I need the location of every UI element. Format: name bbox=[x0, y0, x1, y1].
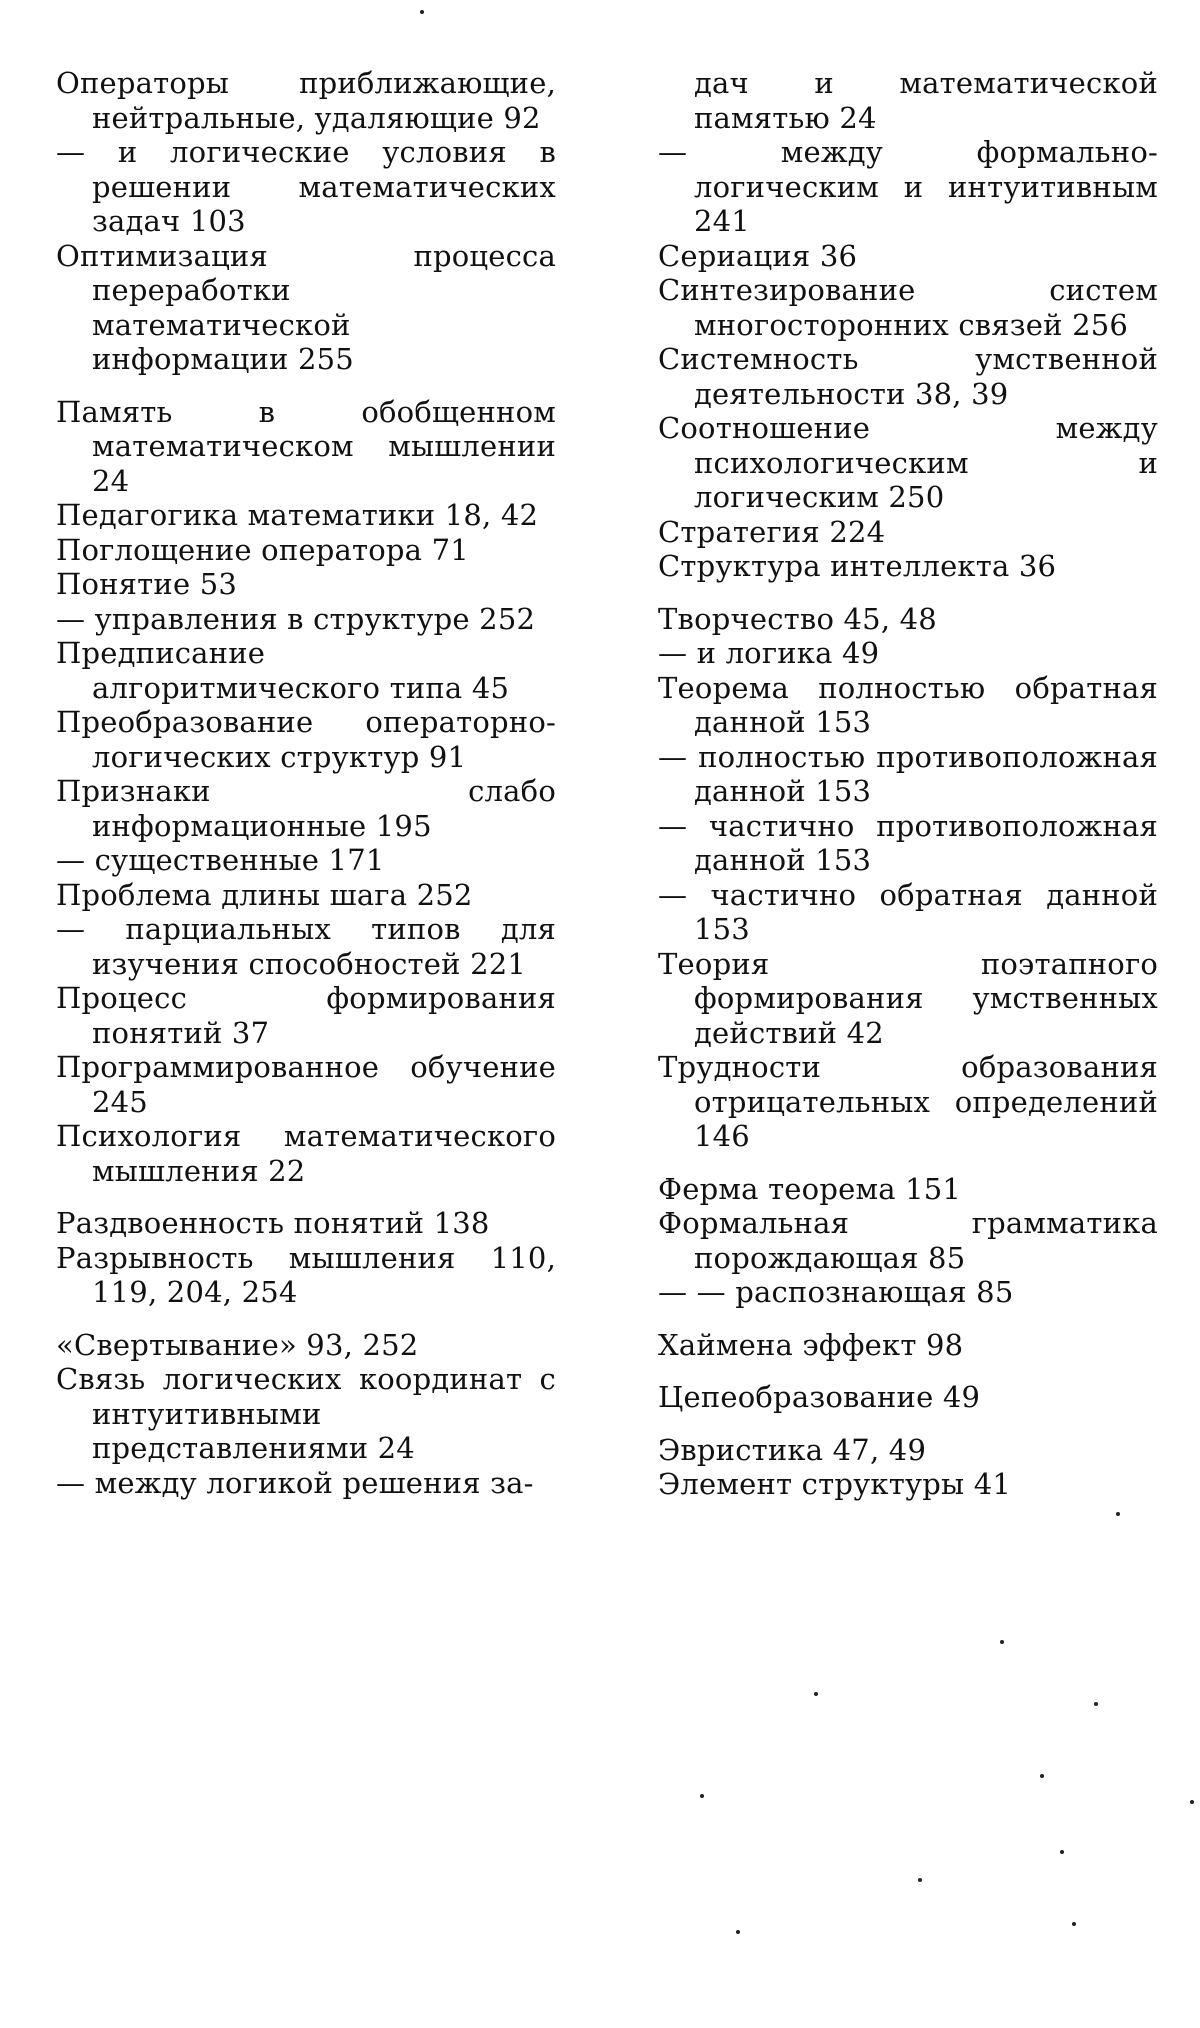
index-entry: Структура интеллекта 36 bbox=[658, 549, 1057, 583]
scan-speck bbox=[1060, 1850, 1064, 1854]
index-entry: Преобразование операторно-логических структур 91 bbox=[56, 705, 556, 774]
index-entry: Психология математического мышления 22 bbox=[56, 1119, 556, 1188]
index-entry: Поглощение оператора 71 bbox=[56, 532, 469, 567]
index-entry: Связь логических координат с интуитивными представлениями 24 bbox=[56, 1362, 556, 1465]
index-entry: — — распознающая 85 bbox=[658, 1275, 1014, 1309]
index-entry: — полностью противоположная данной 153 bbox=[658, 739, 1158, 808]
index-entry: Теория поэтапного формирования умственных действий 42 bbox=[658, 946, 1158, 1050]
index-column-right bbox=[658, 66, 1158, 1502]
index-entry: Раздвоенность понятий 138 bbox=[56, 1206, 490, 1240]
scan-speck bbox=[918, 1878, 922, 1882]
scan-speck bbox=[814, 1692, 818, 1696]
scan-speck bbox=[1094, 1702, 1098, 1706]
scan-speck bbox=[1000, 1640, 1004, 1644]
index-entry: — и логические условия в решении математических задач 103 bbox=[56, 135, 556, 238]
index-entry: — существенные 171 bbox=[56, 843, 385, 877]
index-entry: — частично противоположная данной 153 bbox=[658, 808, 1158, 877]
index-entry: Системность умственной деятельности 38, 39 bbox=[658, 342, 1158, 411]
index-entry: — между логикой решения за- bbox=[56, 1465, 534, 1500]
scan-speck bbox=[1072, 1922, 1076, 1926]
index-entry: Предписание алгоритмического типа 45 bbox=[56, 636, 510, 705]
index-entry: Признаки слабо информационные 195 bbox=[56, 774, 556, 843]
index-entry: Формальная грамматика порождающая 85 bbox=[658, 1206, 1158, 1275]
index-column-left bbox=[56, 66, 556, 1500]
index-entry: Оптимизация процесса переработки математической информации 255 bbox=[56, 238, 556, 376]
index-entry: Стратегия 224 bbox=[658, 514, 886, 549]
index-entry: Разрывность мышления 110, 119, 204, 254 bbox=[56, 1240, 556, 1309]
index-entry: Программированное обучение 245 bbox=[56, 1050, 556, 1119]
scan-speck bbox=[1040, 1774, 1044, 1778]
scan-speck bbox=[736, 1930, 740, 1934]
index-entry: Эвристика 47, 49 bbox=[658, 1432, 927, 1467]
index-entry: «Свертывание» 93, 252 bbox=[56, 1327, 419, 1362]
index-entry: Синтезирование систем многосторонних связей 256 bbox=[658, 273, 1158, 342]
index-entry: Процесс формирования понятий 37 bbox=[56, 981, 556, 1050]
scan-speck bbox=[420, 10, 424, 14]
index-entry: Трудности образования отрицательных определений 146 bbox=[658, 1050, 1158, 1153]
index-entry: — и логика 49 bbox=[658, 636, 880, 670]
index-entry: Сериация 36 bbox=[658, 238, 858, 273]
index-entry: — управления в структуре 252 bbox=[56, 601, 536, 636]
index-entry: Цепеобразование 49 bbox=[658, 1380, 981, 1414]
scan-speck bbox=[700, 1794, 704, 1798]
index-entry: — частично обратная данной 153 bbox=[658, 877, 1158, 946]
index-entry: Соотношение между психологическим и логическим 250 bbox=[658, 411, 1158, 514]
scan-speck bbox=[1190, 1800, 1194, 1804]
index-entry: Творчество 45, 48 bbox=[658, 601, 937, 636]
index-entry: Педагогика математики 18, 42 bbox=[56, 498, 539, 532]
index-entry: Ферма теорема 151 bbox=[658, 1171, 962, 1206]
index-entry: Операторы приближающие, нейтральные, удаляющие 92 bbox=[56, 66, 556, 135]
index-entry: Память в обобщенном математическом мышлении 24 bbox=[56, 394, 556, 498]
index-entry: — парциальных типов для изучения способностей 221 bbox=[56, 912, 556, 981]
index-entry: Элемент структуры 41 bbox=[658, 1467, 1011, 1501]
index-entry: Понятие 53 bbox=[56, 567, 238, 601]
index-entry: Проблема длины шага 252 bbox=[56, 877, 473, 912]
index-entry: Хаймена эффект 98 bbox=[658, 1327, 964, 1362]
index-entry: Теорема полностью обратная данной 153 bbox=[658, 670, 1158, 739]
index-entry: — между формально-логическим и интуитивным 241 bbox=[658, 135, 1158, 238]
scan-speck bbox=[1116, 1512, 1120, 1516]
index-entry-continuation: дач и математической памятью 24 bbox=[694, 66, 1158, 135]
